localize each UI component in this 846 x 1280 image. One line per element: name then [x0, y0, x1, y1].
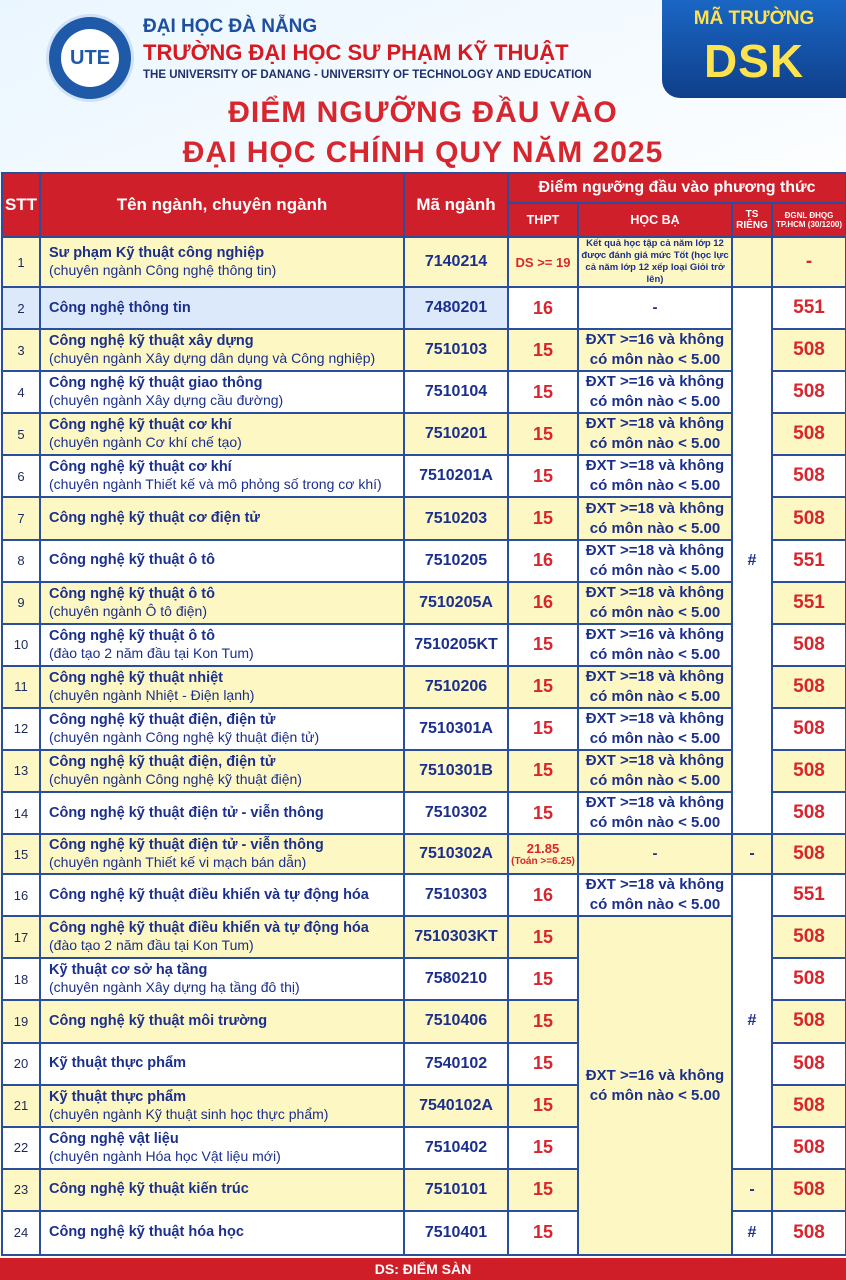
table-row: [2, 287, 846, 329]
school-code-badge: [662, 0, 846, 98]
row-code: 7510402: [404, 1127, 508, 1169]
row-stt: 4: [2, 371, 40, 413]
row-thpt-cell: [508, 834, 578, 874]
major-name: Công nghệ kỹ thuật điện, điện tử: [49, 753, 276, 770]
row-thpt: 15: [508, 371, 578, 413]
row-dgnl: 508: [772, 1211, 846, 1255]
row-stt: 9: [2, 582, 40, 624]
row-dgnl: 508: [772, 750, 846, 792]
row-thpt: 15: [508, 750, 578, 792]
row-stt: 21: [2, 1085, 40, 1127]
major-name: Công nghệ kỹ thuật ô tô: [49, 585, 215, 602]
row-stt: 16: [2, 874, 40, 916]
row-hocba: -: [578, 834, 732, 874]
major-name: Công nghệ kỹ thuật môi trường: [49, 1012, 268, 1029]
row-hocba: ĐXT >=18 và không có môn nào < 5.00: [578, 666, 732, 708]
row-major: [40, 329, 404, 371]
row-major: [40, 582, 404, 624]
major-specialization: (đào tạo 2 năm đầu tại Kon Tum): [49, 644, 254, 661]
table-row: [2, 916, 846, 958]
row-dgnl: 508: [772, 792, 846, 834]
row-code: 7140214: [404, 237, 508, 287]
row-dgnl: 551: [772, 874, 846, 916]
row-code: 7510302A: [404, 834, 508, 874]
row-stt: 24: [2, 1211, 40, 1255]
row-stt: 23: [2, 1169, 40, 1211]
row-code: 7510101: [404, 1169, 508, 1211]
row-code: 7540102: [404, 1043, 508, 1085]
major-name: Công nghệ kỹ thuật điều khiển và tự động hóa: [49, 886, 369, 903]
major-specialization: (đào tạo 2 năm đầu tại Kon Tum): [49, 937, 254, 954]
major-specialization: (chuyên ngành Hóa học Vật liệu mới): [49, 1147, 281, 1164]
header-dgnl: ĐGNL ĐHQG TP.HCM (30/1200): [772, 203, 846, 237]
row-thpt: 16: [508, 874, 578, 916]
row-major: [40, 958, 404, 1000]
row-dgnl: 551: [772, 582, 846, 624]
row-dgnl: 508: [772, 1127, 846, 1169]
row-hocba: ĐXT >=16 và không có môn nào < 5.00: [578, 371, 732, 413]
major-specialization: (chuyên ngành Thiết kế vi mạch bán dẫn): [49, 854, 307, 871]
row-thpt: 16: [508, 287, 578, 329]
row-code: 7510201A: [404, 455, 508, 497]
row-major: [40, 1085, 404, 1127]
row-thpt: 15: [508, 1169, 578, 1211]
row-major: [40, 413, 404, 455]
table-row: [2, 540, 846, 582]
row-thpt: 15: [508, 1043, 578, 1085]
major-name: Công nghệ kỹ thuật ô tô: [49, 552, 215, 569]
row-stt: 20: [2, 1043, 40, 1085]
row-dgnl: 508: [772, 1085, 846, 1127]
major-name: Công nghệ thông tin: [49, 299, 191, 316]
row-stt: 22: [2, 1127, 40, 1169]
row-major: [40, 874, 404, 916]
row-code: 7510205A: [404, 582, 508, 624]
row-major: [40, 1211, 404, 1255]
row-thpt: 16: [508, 540, 578, 582]
table-row: [2, 329, 846, 371]
table-row: [2, 371, 846, 413]
major-name: Công nghệ kỹ thuật cơ điện tử: [49, 510, 260, 527]
row-thpt: 16: [508, 582, 578, 624]
major-name: Công nghệ kỹ thuật điều khiển và tự động hóa: [49, 920, 369, 937]
row-dgnl: 508: [772, 916, 846, 958]
row-code: 7510103: [404, 329, 508, 371]
school-code-value: DSK: [703, 35, 805, 87]
row-code: 7510406: [404, 1000, 508, 1042]
row-dgnl: 508: [772, 329, 846, 371]
row-code: 7510301A: [404, 708, 508, 750]
row-dgnl: 508: [772, 1169, 846, 1211]
major-name: Công nghệ vật liệu: [49, 1130, 179, 1147]
major-name: Công nghệ kỹ thuật xây dựng: [49, 333, 254, 350]
row-code: 7510201: [404, 413, 508, 455]
major-name: Công nghệ kỹ thuật điện tử - viễn thông: [49, 804, 324, 821]
row-hocba: Kết quả học tập cả năm lớp 12 được đánh giá mức Tốt (học lực cả năm lớp 12 xếp loại Giỏi trở lên): [578, 237, 732, 287]
row-major: [40, 497, 404, 539]
major-name: Công nghệ kỹ thuật nhiệt: [49, 669, 223, 686]
row-hocba: -: [578, 287, 732, 329]
school-code-label: MÃ TRƯỜNG: [693, 8, 815, 29]
header-stt: STT: [2, 173, 40, 237]
row-hocba-merged: ĐXT >=16 và không có môn nào < 5.00: [578, 916, 732, 1255]
major-specialization: (chuyên ngành Xây dựng hạ tầng đô thị): [49, 979, 300, 996]
row-major: [40, 666, 404, 708]
row-thpt: 15: [508, 1000, 578, 1042]
major-name: Công nghệ kỹ thuật điện tử - viễn thông: [49, 837, 324, 854]
row-code: 7510303KT: [404, 916, 508, 958]
header-hocba: HỌC BẠ: [578, 203, 732, 237]
university-parent-name: ĐẠI HỌC ĐÀ NẴNG: [143, 16, 318, 37]
table-row: [2, 874, 846, 916]
university-logo: [46, 14, 134, 102]
row-hocba: ĐXT >=18 và không có môn nào < 5.00: [578, 540, 732, 582]
row-thpt: 15: [508, 958, 578, 1000]
major-specialization: (chuyên ngành Nhiệt - Điện lạnh): [49, 686, 255, 703]
row-dgnl: 551: [772, 540, 846, 582]
row-ts: -: [732, 1169, 772, 1211]
row-thpt: 21.85: [526, 840, 560, 856]
row-hocba: ĐXT >=18 và không có môn nào < 5.00: [578, 750, 732, 792]
row-major: [40, 916, 404, 958]
row-hocba: ĐXT >=18 và không có môn nào < 5.00: [578, 582, 732, 624]
major-name: Công nghệ kỹ thuật cơ khí: [49, 459, 232, 476]
row-stt: 6: [2, 455, 40, 497]
major-name: Công nghệ kỹ thuật hóa học: [49, 1224, 244, 1241]
row-major: [40, 1000, 404, 1042]
major-name: Công nghệ kỹ thuật ô tô: [49, 627, 215, 644]
ts-merged-cell: #: [732, 874, 772, 1169]
row-hocba: ĐXT >=18 và không có môn nào < 5.00: [578, 497, 732, 539]
major-name: Công nghệ kỹ thuật điện, điện tử: [49, 711, 276, 728]
major-name: Kỹ thuật thực phẩm: [49, 1088, 186, 1105]
row-dgnl: 508: [772, 1000, 846, 1042]
row-dgnl: 508: [772, 371, 846, 413]
major-specialization: (chuyên ngành Công nghệ kỹ thuật điện tử): [49, 728, 320, 745]
row-stt: 17: [2, 916, 40, 958]
row-dgnl: 508: [772, 624, 846, 666]
row-code: 7510302: [404, 792, 508, 834]
row-major: [40, 371, 404, 413]
table-row: [2, 750, 846, 792]
row-hocba: ĐXT >=18 và không có môn nào < 5.00: [578, 792, 732, 834]
major-name: Kỹ thuật thực phẩm: [49, 1055, 186, 1072]
row-code: 7480201: [404, 287, 508, 329]
major-name: Kỹ thuật cơ sở hạ tầng: [49, 962, 208, 979]
row-stt: 12: [2, 708, 40, 750]
row-thpt: 15: [508, 413, 578, 455]
major-name: Công nghệ kỹ thuật cơ khí: [49, 417, 232, 434]
row-code: 7510205KT: [404, 624, 508, 666]
row-stt: 7: [2, 497, 40, 539]
header-major-name: Tên ngành, chuyên ngành: [40, 173, 404, 237]
row-ts: #: [732, 1211, 772, 1255]
row-thpt: 15: [508, 497, 578, 539]
university-name: TRƯỜNG ĐẠI HỌC SƯ PHẠM KỸ THUẬT: [143, 40, 569, 65]
row-major: [40, 1043, 404, 1085]
row-dgnl: 508: [772, 497, 846, 539]
major-specialization: (chuyên ngành Kỹ thuật sinh học thực phẩm): [49, 1105, 329, 1122]
row-stt: 14: [2, 792, 40, 834]
row-code: 7510401: [404, 1211, 508, 1255]
row-stt: 15: [2, 834, 40, 874]
table-row: [2, 497, 846, 539]
table-row: [2, 792, 846, 834]
row-hocba: ĐXT >=18 và không có môn nào < 5.00: [578, 413, 732, 455]
row-stt: 18: [2, 958, 40, 1000]
row-stt: 19: [2, 1000, 40, 1042]
major-specialization: (chuyên ngành Ô tô điện): [49, 602, 207, 619]
row-major: [40, 792, 404, 834]
row-major: [40, 834, 404, 874]
page-title-line1: ĐIỂM NGƯỠNG ĐẦU VÀO: [228, 96, 618, 129]
row-stt: 10: [2, 624, 40, 666]
page-header: [0, 0, 846, 170]
row-thpt: 15: [508, 1127, 578, 1169]
row-thpt-note: (Toán >=6.25): [511, 855, 575, 867]
row-stt: 13: [2, 750, 40, 792]
row-major: [40, 287, 404, 329]
table-row: [2, 834, 846, 874]
major-specialization: (chuyên ngành Thiết kế và mô phỏng số trong cơ khí): [49, 476, 382, 493]
row-hocba: ĐXT >=18 và không có môn nào < 5.00: [578, 455, 732, 497]
row-major: [40, 455, 404, 497]
row-dgnl: 508: [772, 834, 846, 874]
admission-threshold-table: [1, 172, 846, 1256]
row-dgnl: 508: [772, 958, 846, 1000]
row-code: 7510104: [404, 371, 508, 413]
row-hocba: ĐXT >=16 và không có môn nào < 5.00: [578, 624, 732, 666]
ts-merged-cell: #: [732, 287, 772, 834]
table-row: [2, 237, 846, 287]
row-code: 7510205: [404, 540, 508, 582]
table-row: [2, 413, 846, 455]
major-specialization: (chuyên ngành Xây dựng dân dụng và Công nghiệp): [49, 350, 376, 367]
row-major: [40, 708, 404, 750]
table-row: [2, 582, 846, 624]
footer-note: DS: ĐIỂM SÀN: [0, 1258, 846, 1280]
table-row: [2, 624, 846, 666]
row-thpt: 15: [508, 666, 578, 708]
table-row: [2, 708, 846, 750]
row-dgnl: 508: [772, 1043, 846, 1085]
major-specialization: (chuyên ngành Cơ khí chế tạo): [49, 434, 242, 451]
row-dgnl: 508: [772, 666, 846, 708]
row-major: [40, 750, 404, 792]
table-row: [2, 666, 846, 708]
row-code: 7510203: [404, 497, 508, 539]
row-thpt: 15: [508, 329, 578, 371]
row-ts: -: [732, 834, 772, 874]
row-stt: 3: [2, 329, 40, 371]
row-major: [40, 1169, 404, 1211]
row-code: 7510303: [404, 874, 508, 916]
row-thpt: 15: [508, 624, 578, 666]
logo-text: UTE: [61, 29, 119, 87]
row-ts: [732, 237, 772, 287]
row-code: 7510206: [404, 666, 508, 708]
header-method-group: Điểm ngưỡng đầu vào phương thức: [508, 173, 846, 203]
row-code: 7580210: [404, 958, 508, 1000]
row-stt: 2: [2, 287, 40, 329]
major-specialization: (chuyên ngành Công nghệ kỹ thuật điện): [49, 770, 302, 787]
major-name: Sư phạm Kỹ thuật công nghiệp: [49, 245, 265, 262]
page-title-line2: ĐẠI HỌC CHÍNH QUY NĂM 2025: [182, 136, 664, 169]
major-name: Công nghệ kỹ thuật kiến trúc: [49, 1181, 249, 1198]
row-stt: 5: [2, 413, 40, 455]
row-thpt: 15: [508, 1211, 578, 1255]
row-hocba: ĐXT >=18 và không có môn nào < 5.00: [578, 874, 732, 916]
header-major-code: Mã ngành: [404, 173, 508, 237]
university-english-name: THE UNIVERSITY OF DANANG - UNIVERSITY OF TECHNOLOGY AND EDUCATION: [143, 69, 592, 81]
row-thpt: 15: [508, 708, 578, 750]
row-hocba: ĐXT >=16 và không có môn nào < 5.00: [578, 329, 732, 371]
table-row: [2, 455, 846, 497]
row-thpt: 15: [508, 1085, 578, 1127]
row-major: [40, 624, 404, 666]
major-name: Công nghệ kỹ thuật giao thông: [49, 375, 263, 392]
row-major: [40, 237, 404, 287]
row-dgnl: 508: [772, 455, 846, 497]
row-thpt: 15: [508, 916, 578, 958]
row-major: [40, 1127, 404, 1169]
row-dgnl: -: [772, 237, 846, 287]
major-specialization: (chuyên ngành Xây dựng cầu đường): [49, 392, 284, 409]
row-code: 7510301B: [404, 750, 508, 792]
row-thpt: 15: [508, 792, 578, 834]
row-thpt: DS >= 19: [508, 237, 578, 287]
row-thpt: 15: [508, 455, 578, 497]
row-stt: 11: [2, 666, 40, 708]
row-major: [40, 540, 404, 582]
header-ts-rieng: TS RIÊNG: [732, 203, 772, 237]
row-hocba: ĐXT >=18 và không có môn nào < 5.00: [578, 708, 732, 750]
header-thpt: THPT: [508, 203, 578, 237]
row-dgnl: 508: [772, 413, 846, 455]
row-code: 7540102A: [404, 1085, 508, 1127]
row-stt: 1: [2, 237, 40, 287]
major-specialization: (chuyên ngành Công nghệ thông tin): [49, 262, 277, 279]
row-dgnl: 551: [772, 287, 846, 329]
row-dgnl: 508: [772, 708, 846, 750]
row-stt: 8: [2, 540, 40, 582]
